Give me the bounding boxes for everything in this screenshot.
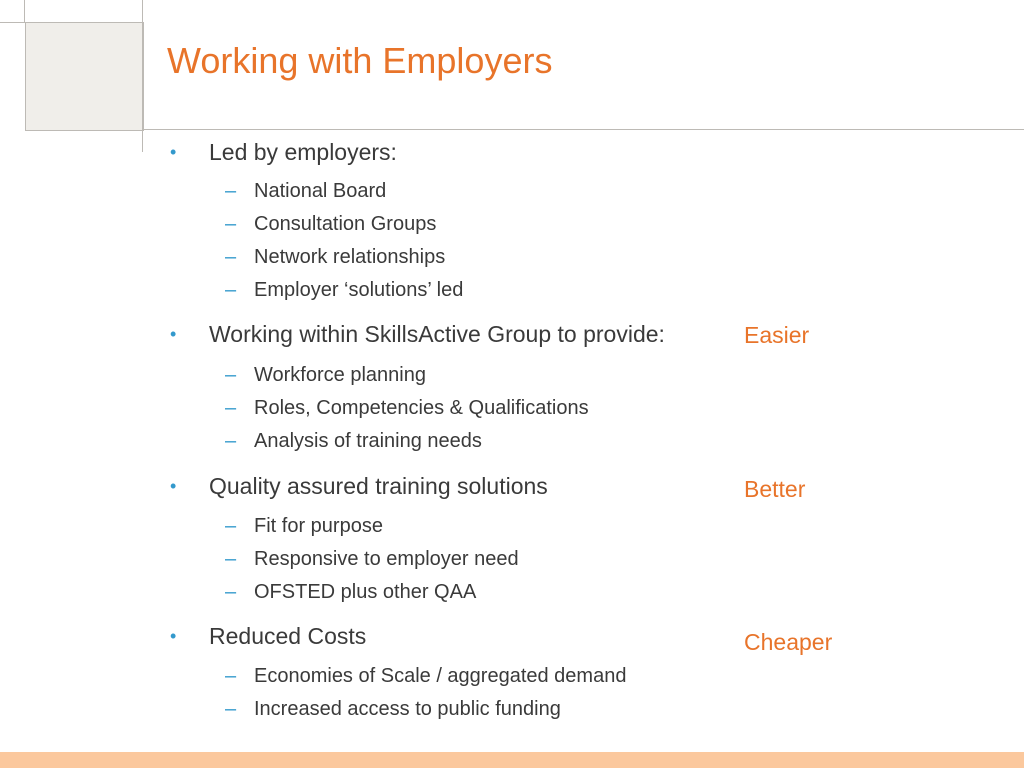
bullet-dot: • xyxy=(170,626,177,646)
bullet-dot: • xyxy=(170,324,177,344)
sub-text: Increased access to public funding xyxy=(254,698,561,720)
sub-text: Responsive to employer need xyxy=(254,548,519,570)
sub-text: Workforce planning xyxy=(254,364,426,386)
sub-dash: – xyxy=(225,397,237,419)
slide-title: Working with Employers xyxy=(167,40,553,81)
sub-text: Network relationships xyxy=(254,246,446,268)
sub-dash: – xyxy=(225,430,237,452)
decor-corner-vertical-line xyxy=(24,0,25,22)
footer-bar xyxy=(0,752,1024,768)
sub-text: Economies of Scale / aggregated demand xyxy=(254,665,627,687)
decor-horizontal-line xyxy=(142,129,1024,130)
sub-dash: – xyxy=(225,364,237,386)
bullet-dot: • xyxy=(170,476,177,496)
sub-dash: – xyxy=(225,698,237,720)
sub-dash: – xyxy=(225,548,237,570)
bullet-text: Reduced Costs xyxy=(209,623,367,649)
sub-dash: – xyxy=(225,246,237,268)
sub-text: Consultation Groups xyxy=(254,213,437,235)
sub-text: OFSTED plus other QAA xyxy=(254,581,477,603)
side-label-cheaper: Cheaper xyxy=(744,629,833,655)
sub-text: Roles, Competencies & Qualifications xyxy=(254,397,589,419)
sub-dash: – xyxy=(225,665,237,687)
sub-dash: – xyxy=(225,581,237,603)
bullet-dot: • xyxy=(170,142,177,162)
sub-dash: – xyxy=(225,180,237,202)
side-label-easier: Easier xyxy=(744,322,810,348)
sub-dash: – xyxy=(225,279,237,301)
bullet-text: Quality assured training solutions xyxy=(209,473,548,499)
decor-square xyxy=(25,22,144,131)
sub-dash: – xyxy=(225,515,237,537)
side-label-better: Better xyxy=(744,476,806,502)
sub-text: National Board xyxy=(254,180,387,202)
sub-text: Analysis of training needs xyxy=(254,430,482,452)
sub-text: Fit for purpose xyxy=(254,515,383,537)
sub-dash: – xyxy=(225,213,237,235)
decor-corner-horizontal-line xyxy=(0,22,25,23)
bullet-text: Working within SkillsActive Group to provide: xyxy=(209,321,665,347)
bullet-text: Led by employers: xyxy=(209,139,397,165)
sub-text: Employer ‘solutions’ led xyxy=(254,279,464,301)
